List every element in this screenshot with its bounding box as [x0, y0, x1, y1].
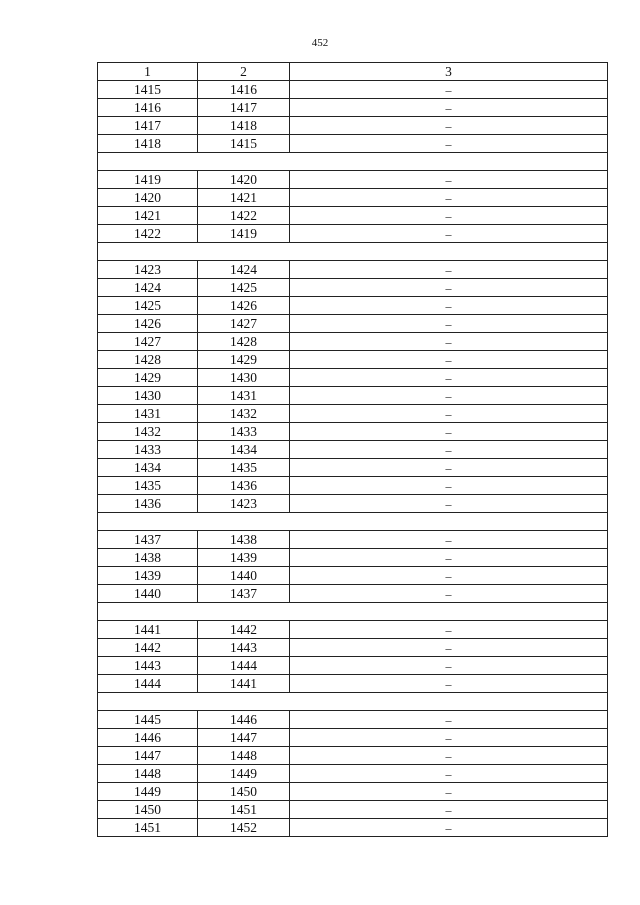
separator-cell — [98, 603, 608, 621]
cell-col-3: – — [290, 819, 608, 837]
cell-col-2: 1425 — [198, 279, 290, 297]
table-row — [98, 333, 608, 351]
header-row — [98, 63, 608, 81]
table-row — [98, 441, 608, 459]
table-row — [98, 801, 608, 819]
table-row — [98, 819, 608, 837]
cell-col-1: 1435 — [98, 477, 198, 495]
table-row — [98, 765, 608, 783]
cell-col-1: 1418 — [98, 135, 198, 153]
cell-col-2: 1448 — [198, 747, 290, 765]
cell-col-1: 1438 — [98, 549, 198, 567]
table-row — [98, 297, 608, 315]
cell-col-1: 1416 — [98, 99, 198, 117]
header-cell-3: 3 — [290, 63, 608, 81]
table-row — [98, 459, 608, 477]
cell-col-1: 1450 — [98, 801, 198, 819]
cell-col-2: 1431 — [198, 387, 290, 405]
cell-col-3: – — [290, 189, 608, 207]
cell-col-3: – — [290, 225, 608, 243]
table-row — [98, 387, 608, 405]
group-separator-row — [98, 243, 608, 261]
separator-cell — [98, 513, 608, 531]
cell-col-3: – — [290, 117, 608, 135]
cell-col-1: 1441 — [98, 621, 198, 639]
cell-col-2: 1432 — [198, 405, 290, 423]
table-row — [98, 81, 608, 99]
cell-col-1: 1422 — [98, 225, 198, 243]
cell-col-3: – — [290, 171, 608, 189]
cell-col-3: – — [290, 81, 608, 99]
cell-col-2: 1436 — [198, 477, 290, 495]
table-row — [98, 99, 608, 117]
cell-col-2: 1441 — [198, 675, 290, 693]
cell-col-1: 1448 — [98, 765, 198, 783]
table-row — [98, 477, 608, 495]
cell-col-2: 1418 — [198, 117, 290, 135]
cell-col-3: – — [290, 765, 608, 783]
cell-col-3: – — [290, 441, 608, 459]
cell-col-3: – — [290, 369, 608, 387]
cell-col-3: – — [290, 423, 608, 441]
table-row — [98, 567, 608, 585]
cell-col-2: 1442 — [198, 621, 290, 639]
cell-col-3: – — [290, 315, 608, 333]
cell-col-1: 1420 — [98, 189, 198, 207]
cell-col-3: – — [290, 729, 608, 747]
cell-col-2: 1429 — [198, 351, 290, 369]
cell-col-3: – — [290, 801, 608, 819]
cell-col-1: 1427 — [98, 333, 198, 351]
table-row — [98, 351, 608, 369]
cell-col-1: 1429 — [98, 369, 198, 387]
cell-col-2: 1438 — [198, 531, 290, 549]
cell-col-2: 1447 — [198, 729, 290, 747]
cell-col-3: – — [290, 531, 608, 549]
cell-col-1: 1430 — [98, 387, 198, 405]
table-row — [98, 675, 608, 693]
table-row — [98, 423, 608, 441]
cell-col-2: 1427 — [198, 315, 290, 333]
cell-col-2: 1446 — [198, 711, 290, 729]
table-row — [98, 225, 608, 243]
cell-col-1: 1432 — [98, 423, 198, 441]
table-row — [98, 117, 608, 135]
table-row — [98, 135, 608, 153]
table-row — [98, 531, 608, 549]
table-body — [98, 63, 608, 837]
table-row — [98, 585, 608, 603]
cell-col-2: 1451 — [198, 801, 290, 819]
cell-col-3: – — [290, 675, 608, 693]
cell-col-1: 1428 — [98, 351, 198, 369]
cell-col-2: 1449 — [198, 765, 290, 783]
cell-col-2: 1430 — [198, 369, 290, 387]
table-row — [98, 369, 608, 387]
cell-col-3: – — [290, 567, 608, 585]
cell-col-1: 1444 — [98, 675, 198, 693]
header-cell-2: 2 — [198, 63, 290, 81]
header-cell-1: 1 — [98, 63, 198, 81]
cell-col-1: 1415 — [98, 81, 198, 99]
cell-col-1: 1447 — [98, 747, 198, 765]
table-row — [98, 405, 608, 423]
cell-col-1: 1442 — [98, 639, 198, 657]
cell-col-1: 1417 — [98, 117, 198, 135]
cell-col-3: – — [290, 261, 608, 279]
cell-col-2: 1450 — [198, 783, 290, 801]
table-row — [98, 783, 608, 801]
cell-col-3: – — [290, 387, 608, 405]
group-separator-row — [98, 693, 608, 711]
cell-col-3: – — [290, 549, 608, 567]
cell-col-3: – — [290, 351, 608, 369]
cell-col-3: – — [290, 477, 608, 495]
table-row — [98, 261, 608, 279]
group-separator-row — [98, 603, 608, 621]
data-table — [97, 62, 608, 837]
cell-col-3: – — [290, 279, 608, 297]
cell-col-2: 1424 — [198, 261, 290, 279]
cell-col-3: – — [290, 99, 608, 117]
cell-col-1: 1424 — [98, 279, 198, 297]
cell-col-1: 1421 — [98, 207, 198, 225]
table-row — [98, 315, 608, 333]
cell-col-3: – — [290, 657, 608, 675]
separator-cell — [98, 153, 608, 171]
table-row — [98, 279, 608, 297]
cell-col-3: – — [290, 405, 608, 423]
cell-col-1: 1433 — [98, 441, 198, 459]
cell-col-2: 1422 — [198, 207, 290, 225]
cell-col-2: 1443 — [198, 639, 290, 657]
table-row — [98, 729, 608, 747]
cell-col-2: 1417 — [198, 99, 290, 117]
cell-col-1: 1451 — [98, 819, 198, 837]
cell-col-2: 1440 — [198, 567, 290, 585]
cell-col-1: 1431 — [98, 405, 198, 423]
cell-col-1: 1425 — [98, 297, 198, 315]
cell-col-3: – — [290, 621, 608, 639]
table-row — [98, 189, 608, 207]
cell-col-2: 1452 — [198, 819, 290, 837]
cell-col-3: – — [290, 783, 608, 801]
cell-col-3: – — [290, 711, 608, 729]
table-row — [98, 621, 608, 639]
cell-col-3: – — [290, 297, 608, 315]
cell-col-2: 1426 — [198, 297, 290, 315]
cell-col-3: – — [290, 747, 608, 765]
separator-cell — [98, 693, 608, 711]
cell-col-2: 1416 — [198, 81, 290, 99]
cell-col-1: 1446 — [98, 729, 198, 747]
group-separator-row — [98, 153, 608, 171]
table-row — [98, 711, 608, 729]
group-separator-row — [98, 513, 608, 531]
cell-col-3: – — [290, 585, 608, 603]
cell-col-2: 1420 — [198, 171, 290, 189]
cell-col-2: 1415 — [198, 135, 290, 153]
table-row — [98, 747, 608, 765]
cell-col-1: 1436 — [98, 495, 198, 513]
cell-col-3: – — [290, 495, 608, 513]
cell-col-3: – — [290, 639, 608, 657]
cell-col-2: 1434 — [198, 441, 290, 459]
page-number: 452 — [311, 37, 329, 49]
cell-col-2: 1428 — [198, 333, 290, 351]
cell-col-1: 1440 — [98, 585, 198, 603]
cell-col-2: 1419 — [198, 225, 290, 243]
cell-col-1: 1423 — [98, 261, 198, 279]
cell-col-3: – — [290, 135, 608, 153]
cell-col-3: – — [290, 333, 608, 351]
cell-col-1: 1443 — [98, 657, 198, 675]
table-row — [98, 549, 608, 567]
cell-col-1: 1445 — [98, 711, 198, 729]
cell-col-2: 1439 — [198, 549, 290, 567]
cell-col-3: – — [290, 207, 608, 225]
cell-col-3: – — [290, 459, 608, 477]
cell-col-1: 1419 — [98, 171, 198, 189]
cell-col-2: 1423 — [198, 495, 290, 513]
cell-col-1: 1426 — [98, 315, 198, 333]
cell-col-2: 1437 — [198, 585, 290, 603]
cell-col-1: 1434 — [98, 459, 198, 477]
cell-col-1: 1437 — [98, 531, 198, 549]
cell-col-2: 1421 — [198, 189, 290, 207]
table-row — [98, 207, 608, 225]
table-row — [98, 657, 608, 675]
table-row — [98, 639, 608, 657]
cell-col-1: 1449 — [98, 783, 198, 801]
cell-col-2: 1444 — [198, 657, 290, 675]
separator-cell — [98, 243, 608, 261]
table-row — [98, 495, 608, 513]
cell-col-1: 1439 — [98, 567, 198, 585]
cell-col-2: 1433 — [198, 423, 290, 441]
table-row — [98, 171, 608, 189]
cell-col-2: 1435 — [198, 459, 290, 477]
